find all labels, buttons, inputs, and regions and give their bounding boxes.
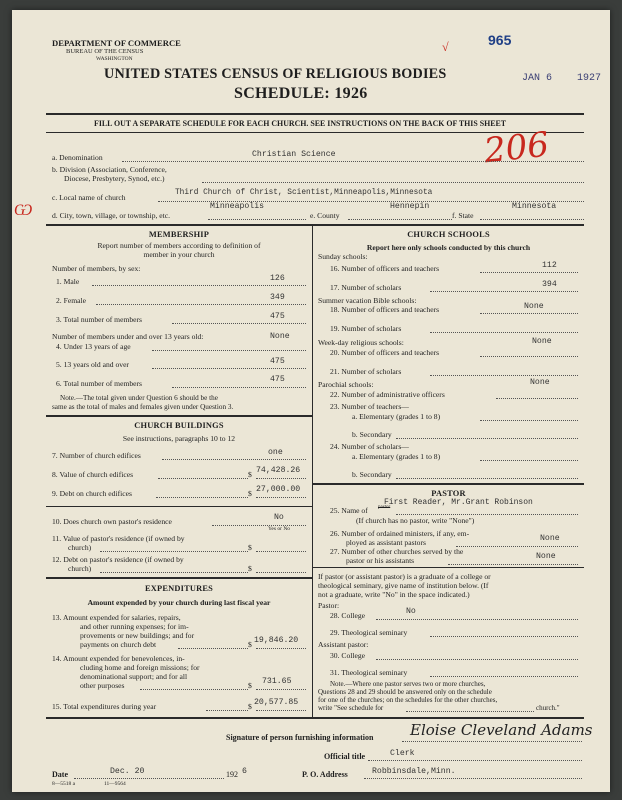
department-name: DEPARTMENT OF COMMERCE	[52, 38, 181, 48]
denomination-label: a. Denomination	[52, 153, 103, 162]
q6-label: 6. Total number of members	[56, 379, 143, 388]
expenditures-heading: EXPENDITURES	[144, 584, 214, 593]
fill-line	[92, 285, 306, 286]
pastor-note-5: church."	[536, 704, 560, 712]
rule	[46, 506, 312, 507]
fill-line	[100, 551, 248, 552]
q25-struck-word: pastor	[378, 505, 391, 510]
dollar-sign: $	[248, 681, 252, 690]
q22-label: 22. Number of administrative officers	[330, 390, 445, 399]
fill-line	[448, 564, 578, 565]
rule	[46, 224, 584, 226]
parochial-schools-value: None	[530, 378, 550, 387]
membership-note: Note.—The total given under Question 6 should be the	[60, 394, 218, 402]
q18-label: 18. Number of officers and teachers	[330, 305, 440, 314]
q1-value: 126	[270, 274, 285, 283]
graduate-instruction: If pastor (or assistant pastor) is a graduate of a college or	[318, 572, 491, 581]
fill-line	[364, 778, 582, 779]
fill-line	[256, 710, 306, 711]
q24a-label: a. Elementary (grades 1 to 8)	[352, 452, 441, 461]
pastor-note: Note.—Where one pastor serves two or more churches,	[330, 680, 486, 688]
fill-line	[406, 711, 534, 712]
county-label: e. County	[310, 211, 340, 220]
q20-label: 20. Number of officers and teachers	[330, 348, 440, 357]
pastor-note-4: write "See schedule for	[318, 704, 384, 712]
q26-label: 26. Number of ordained ministers, if any, em-	[330, 529, 470, 538]
q7-label: 7. Number of church edifices	[52, 451, 141, 460]
po-address-value: Robbinsdale,Minn.	[372, 767, 456, 776]
q23-label: 23. Number of teachers—	[330, 402, 409, 411]
fill-line	[348, 219, 452, 220]
red-tick-mark: √	[442, 40, 449, 54]
fill-line	[496, 398, 578, 399]
q5-label: 5. 13 years old and over	[56, 360, 129, 369]
members-by-sex-label: Number of members, by sex:	[52, 264, 141, 273]
fill-line	[256, 478, 306, 479]
division-label-cont: Diocese, Presbytery, Synod, etc.)	[64, 174, 165, 183]
q6-value: 475	[270, 375, 285, 384]
date-label: Date	[52, 770, 68, 779]
form-title: UNITED STATES CENSUS OF RELIGIOUS BODIES	[104, 66, 447, 82]
fill-line	[430, 676, 578, 677]
q17-value: 394	[542, 280, 557, 289]
q3-value: 475	[270, 312, 285, 321]
q27-value: None	[536, 552, 556, 561]
fill-line	[122, 161, 584, 162]
dollar-sign: $	[248, 702, 252, 711]
q14-label-2: cluding home and foreign missions; for	[80, 663, 200, 672]
q5-value: 475	[270, 357, 285, 366]
fill-line	[162, 459, 306, 460]
pastor-heading: PASTOR	[431, 489, 466, 498]
q9-value: 27,000.00	[256, 485, 301, 494]
q14-value: 731.65	[262, 677, 292, 686]
signature-label: Signature of person furnishing information	[226, 733, 374, 742]
form-subtitle: SCHEDULE: 1926	[234, 85, 368, 102]
fill-line	[158, 478, 248, 479]
q14-label-3: denominational support; and for all	[80, 672, 188, 681]
pastor-note-3: for one of the churches; on the schedules for the other churches,	[318, 696, 498, 704]
q18-value: None	[524, 302, 544, 311]
fill-line	[256, 648, 306, 649]
pastor-note-2: Questions 28 and 29 should be answered only on the schedule	[318, 688, 492, 696]
q8-label: 8. Value of church edifices	[52, 470, 134, 479]
q4-value: None	[270, 332, 290, 341]
q10-hint: Yes or No	[268, 526, 291, 532]
received-stamp-date: JAN 6	[522, 73, 553, 84]
local-name-value: Third Church of Christ, Scientist,Minneapolis,Minnesota	[175, 189, 433, 197]
date-value: Dec. 20	[110, 767, 145, 776]
q26-value: None	[540, 534, 560, 543]
q10-label: 10. Does church own pastor's residence	[52, 517, 172, 526]
fill-line	[178, 648, 248, 649]
q16-label: 16. Number of officers and teachers	[330, 264, 440, 273]
q3-label: 3. Total number of members	[56, 315, 143, 324]
fill-line	[206, 710, 248, 711]
fill-line	[376, 659, 578, 660]
dollar-sign: $	[248, 564, 252, 573]
column-divider	[312, 224, 313, 718]
dollar-sign: $	[248, 470, 252, 479]
q25-hint: (If church has no pastor, write "None")	[356, 516, 475, 525]
fill-line	[368, 760, 582, 761]
fill-line	[396, 478, 578, 479]
fill-line	[430, 375, 578, 376]
date-year-prefix: 192	[226, 770, 238, 779]
q2-value: 349	[270, 293, 285, 302]
q24b-label: b. Secondary	[352, 470, 392, 479]
q14-label-4: other purposes	[80, 681, 125, 690]
city-label: d. City, town, village, or township, etc.	[52, 211, 171, 220]
dollar-sign: $	[248, 543, 252, 552]
q1-label: 1. Male	[56, 277, 80, 286]
q28-value: No	[406, 607, 416, 616]
fill-line	[480, 219, 584, 220]
schools-heading: CHURCH SCHOOLS	[407, 230, 490, 239]
fill-line	[140, 689, 248, 690]
city-value: Minneapolis	[210, 202, 265, 211]
membership-note-cont: same as the total of males and females given under Question 3.	[52, 403, 234, 411]
red-margin-mark: Ѡ	[14, 200, 33, 219]
q24-label: 24. Number of scholars—	[330, 442, 409, 451]
graduate-instruction-2: theological seminary, give name of institution below. (If	[318, 581, 489, 590]
q28-label: 28. College	[330, 611, 366, 620]
rule	[46, 415, 312, 417]
membership-heading: MEMBERSHIP	[148, 230, 210, 239]
fill-line	[208, 219, 306, 220]
pastor-label: Pastor:	[318, 601, 340, 610]
red-handwritten-number: 206	[482, 124, 551, 172]
dollar-sign: $	[248, 489, 252, 498]
fill-line	[74, 778, 224, 779]
fill-line	[212, 525, 306, 526]
fill-line	[396, 514, 578, 515]
fill-line	[456, 546, 578, 547]
fill-line	[256, 689, 306, 690]
expenditures-intro: Amount expended by your church during last fiscal year	[87, 598, 271, 607]
membership-intro: Report number of members according to definition of	[97, 241, 261, 250]
assistant-pastor-label: Assistant pastor:	[318, 640, 369, 649]
q13-label-3: provements or new buildings; and for	[80, 631, 195, 640]
fill-line	[256, 572, 306, 573]
q10-value: No	[274, 513, 284, 522]
q15-label: 15. Total expenditures during year	[52, 702, 157, 711]
received-stamp-year: 1927	[577, 73, 602, 84]
q25-label: 25. Name of	[330, 506, 368, 515]
age-breakdown-label: Number of members under and over 13 years old:	[52, 332, 204, 341]
bureau-city: WASHINGTON	[96, 56, 133, 62]
rule	[46, 577, 312, 579]
schedule-number: 965	[488, 32, 512, 48]
q4-label: 4. Under 13 years of age	[56, 342, 131, 351]
graduate-instruction-3: not a graduate, write "No" in the space indicated.)	[318, 590, 470, 599]
q7-value: one	[268, 448, 283, 457]
q11-label: 11. Value of pastor's residence (if owned by	[52, 534, 185, 543]
q12-label: 12. Debt on pastor's residence (if owned by	[52, 555, 184, 564]
form-number: 8—5518 a	[52, 781, 76, 787]
parochial-schools-label: Parochial schools:	[318, 380, 374, 389]
fill-line	[152, 368, 306, 369]
q26-label-cont: ployed as assistant pastors	[346, 538, 426, 547]
q19-label: 19. Number of scholars	[330, 324, 402, 333]
summer-schools-label: Summer vacation Bible schools:	[318, 296, 417, 305]
q30-label: 30. College	[330, 651, 366, 660]
fill-line	[376, 619, 578, 620]
signature-value: Eloise Cleveland Adams	[410, 721, 593, 739]
dollar-sign: $	[248, 640, 252, 649]
fill-line	[480, 460, 578, 461]
q8-value: 74,428.26	[256, 466, 301, 475]
q13-label-4: payments on church debt	[80, 640, 157, 649]
q17-label: 17. Number of scholars	[330, 283, 402, 292]
fill-line	[152, 350, 306, 351]
q15-value: 20,577.85	[254, 698, 299, 707]
fill-line	[430, 291, 578, 292]
rule	[313, 483, 584, 485]
official-title-label: Official title	[324, 752, 366, 761]
fill-line	[256, 497, 306, 498]
county-value: Hennepin	[390, 202, 430, 211]
fill-line	[156, 497, 248, 498]
q25-value: First Reader, Mr.Grant Robinson	[384, 498, 533, 507]
date-year-value: 6	[242, 767, 247, 776]
q27-label-cont: pastor or his assistants	[346, 556, 415, 565]
fill-line	[480, 420, 578, 421]
q12-label-cont: church)	[68, 564, 92, 573]
instruction-line: FILL OUT A SEPARATE SCHEDULE FOR EACH CHURCH. SEE INSTRUCTIONS ON THE BACK OF THIS SHEET	[94, 119, 507, 128]
state-value: Minnesota	[512, 202, 557, 211]
fill-line	[396, 438, 578, 439]
q13-label: 13. Amount expended for salaries, repairs,	[52, 613, 181, 622]
schools-intro: Report here only schools conducted by this church	[366, 243, 531, 252]
weekday-schools-value: None	[532, 337, 552, 346]
rule	[46, 113, 584, 115]
q2-label: 2. Female	[56, 296, 86, 305]
q27-label: 27. Number of other churches served by the	[330, 547, 464, 556]
po-address-label: P. O. Address	[302, 770, 348, 779]
fill-line	[256, 551, 306, 552]
q23a-label: a. Elementary (grades 1 to 8)	[352, 412, 441, 421]
print-number: 11—9564	[104, 781, 126, 787]
fill-line	[480, 356, 578, 357]
q13-label-2: and other running expenses; for im-	[80, 622, 189, 631]
fill-line	[202, 182, 584, 183]
fill-line	[172, 323, 306, 324]
denomination-value: Christian Science	[252, 150, 336, 159]
q21-label: 21. Number of scholars	[330, 367, 402, 376]
q23b-label: b. Secondary	[352, 430, 392, 439]
fill-line	[430, 636, 578, 637]
buildings-heading: CHURCH BUILDINGS	[134, 421, 224, 430]
census-schedule-sheet	[12, 10, 610, 792]
fill-line	[100, 572, 248, 573]
q13-value: 19,846.20	[254, 636, 299, 645]
bureau-name: BUREAU OF THE CENSUS	[66, 48, 144, 55]
rule	[46, 717, 584, 719]
local-name-label: c. Local name of church	[52, 193, 126, 202]
q9-label: 9. Debt on church edifices	[52, 489, 132, 498]
rule	[313, 567, 584, 568]
sunday-schools-label: Sunday schools:	[318, 252, 368, 261]
fill-line	[402, 741, 582, 742]
q29-label: 29. Theological seminary	[330, 628, 408, 637]
q11-label-cont: church)	[68, 543, 92, 552]
fill-line	[480, 313, 578, 314]
weekday-schools-label: Week-day religious schools:	[318, 338, 404, 347]
fill-line	[172, 387, 306, 388]
q31-label: 31. Theological seminary	[330, 668, 408, 677]
q14-label: 14. Amount expended for benevolences, in-	[52, 654, 185, 663]
fill-line	[430, 332, 578, 333]
fill-line	[480, 272, 578, 273]
official-title-value: Clerk	[390, 749, 415, 758]
q16-value: 112	[542, 261, 557, 270]
division-label: b. Division (Association, Conference,	[52, 165, 167, 174]
buildings-intro: See instructions, paragraphs 10 to 12	[122, 434, 236, 443]
membership-intro-cont: member in your church	[143, 250, 215, 259]
state-label: f. State	[452, 211, 474, 220]
fill-line	[96, 304, 306, 305]
